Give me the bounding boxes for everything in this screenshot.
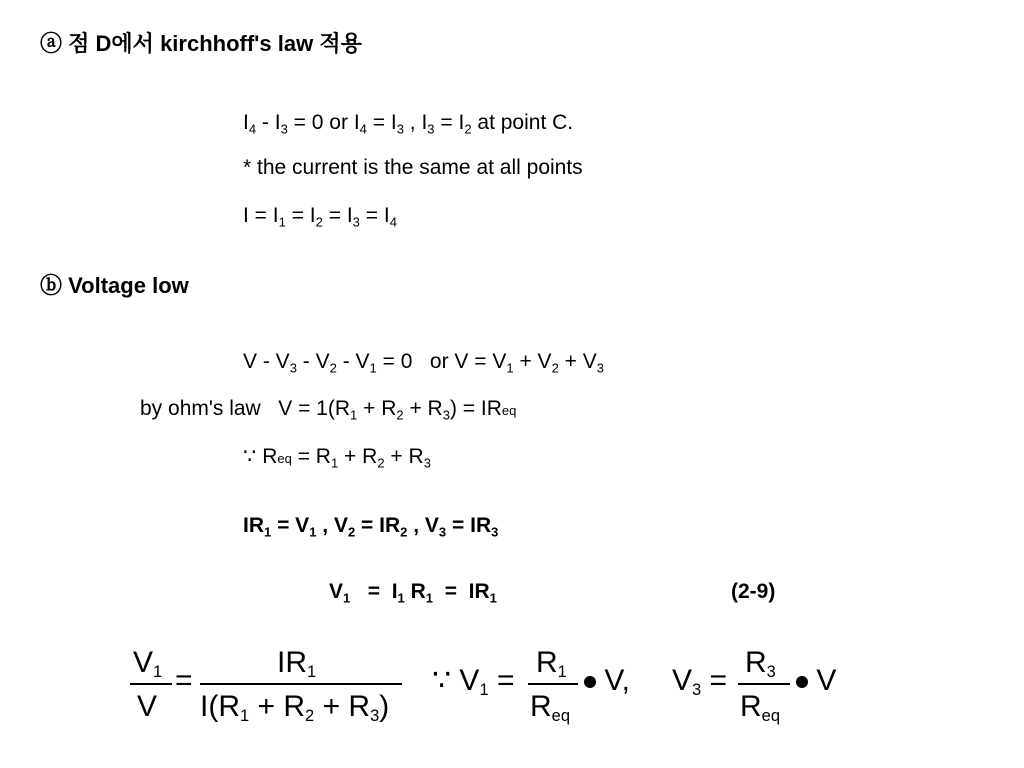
equals-1: = bbox=[175, 664, 193, 697]
frac-bar-1 bbox=[130, 683, 172, 685]
by-ohms-law-label: by ohm's law bbox=[140, 397, 261, 420]
frac-ir1-den: $I(R_1 + R_2 + R_3)$ bbox=[200, 690, 390, 725]
v3-equals: $V_3$ = bbox=[672, 664, 728, 699]
req-equation: ∵ Req = $R_1 + R_2 + R_3$ bbox=[243, 445, 431, 471]
section-a-heading bbox=[40, 33, 362, 55]
korean-apply: 적용 bbox=[319, 31, 362, 56]
because-v1: ∵ $V_1$ = bbox=[432, 664, 515, 699]
frac-bar-2 bbox=[200, 683, 402, 685]
point-d: D bbox=[95, 31, 112, 56]
frac-r1-den: $R_{eq}$ bbox=[530, 690, 571, 725]
v1-equation: $V_1 = I_1$ $R_1 = IR_1$ bbox=[329, 580, 497, 606]
frac-v1-over-v-num: $V_1$ bbox=[133, 646, 163, 681]
current-equation-2: $I = I_1 = I_2 = I_3 = I_4$ bbox=[243, 204, 397, 230]
frac-r3-num: $R_3$ bbox=[745, 646, 776, 681]
eq-subscript-3: eq bbox=[551, 706, 571, 725]
ohms-law-line: by ohm's law $V = 1(R_1 + R_2 + R_3)$ = IReq bbox=[140, 397, 517, 423]
at-point-c: at point C. bbox=[477, 111, 574, 134]
section-a-marker: ⓐ bbox=[40, 31, 63, 56]
korean-point: 점 bbox=[68, 31, 90, 56]
kirchhoff-law-title: kirchhoff's law bbox=[160, 31, 314, 56]
section-b-heading bbox=[40, 275, 189, 297]
eq-subscript-4: eq bbox=[761, 706, 781, 725]
frac-bar-3 bbox=[528, 683, 578, 685]
frac-bar-4 bbox=[738, 683, 790, 685]
times-v-2: V bbox=[796, 666, 836, 696]
because-symbol-1: ∵ bbox=[243, 445, 257, 468]
eq-subscript-2: eq bbox=[277, 451, 292, 466]
korean-at: 에서 bbox=[111, 31, 154, 56]
ir-equation: $IR_1 = V_1$ , $V_2 = IR_2$ , $V_3 = IR_3$ bbox=[243, 514, 499, 540]
eq-subscript-1: eq bbox=[501, 403, 517, 418]
frac-r3-den: $R_{eq}$ bbox=[740, 690, 781, 725]
frac-r1-num: $R_1$ bbox=[536, 646, 567, 681]
dot-operator-2 bbox=[796, 676, 808, 688]
or-text-1: or bbox=[329, 111, 348, 134]
frac-ir1-num: $IR_1$ bbox=[277, 646, 317, 681]
dot-operator-1 bbox=[584, 676, 596, 688]
voltage-equation-1: $V - V_3 - V_2 - V_1 = 0$ or $V = V_1 + V_2 + V_3$ bbox=[243, 350, 605, 376]
section-b-label: Voltage low bbox=[68, 273, 189, 298]
because-symbol-2: ∵ bbox=[432, 664, 452, 697]
times-v-1: V, bbox=[584, 666, 630, 696]
equation-number: (2-9) bbox=[731, 580, 776, 603]
or-text-2: or bbox=[429, 350, 449, 373]
current-note: * the current is the same at all points bbox=[243, 156, 583, 179]
frac-v1-over-v-den: V bbox=[137, 690, 158, 723]
section-b-marker: ⓑ bbox=[40, 273, 63, 298]
current-equation-1: $I_4 - I_3 = 0$ or $I_4 = I_3$ , $I_3 = I_2$ at point C. bbox=[243, 111, 574, 137]
